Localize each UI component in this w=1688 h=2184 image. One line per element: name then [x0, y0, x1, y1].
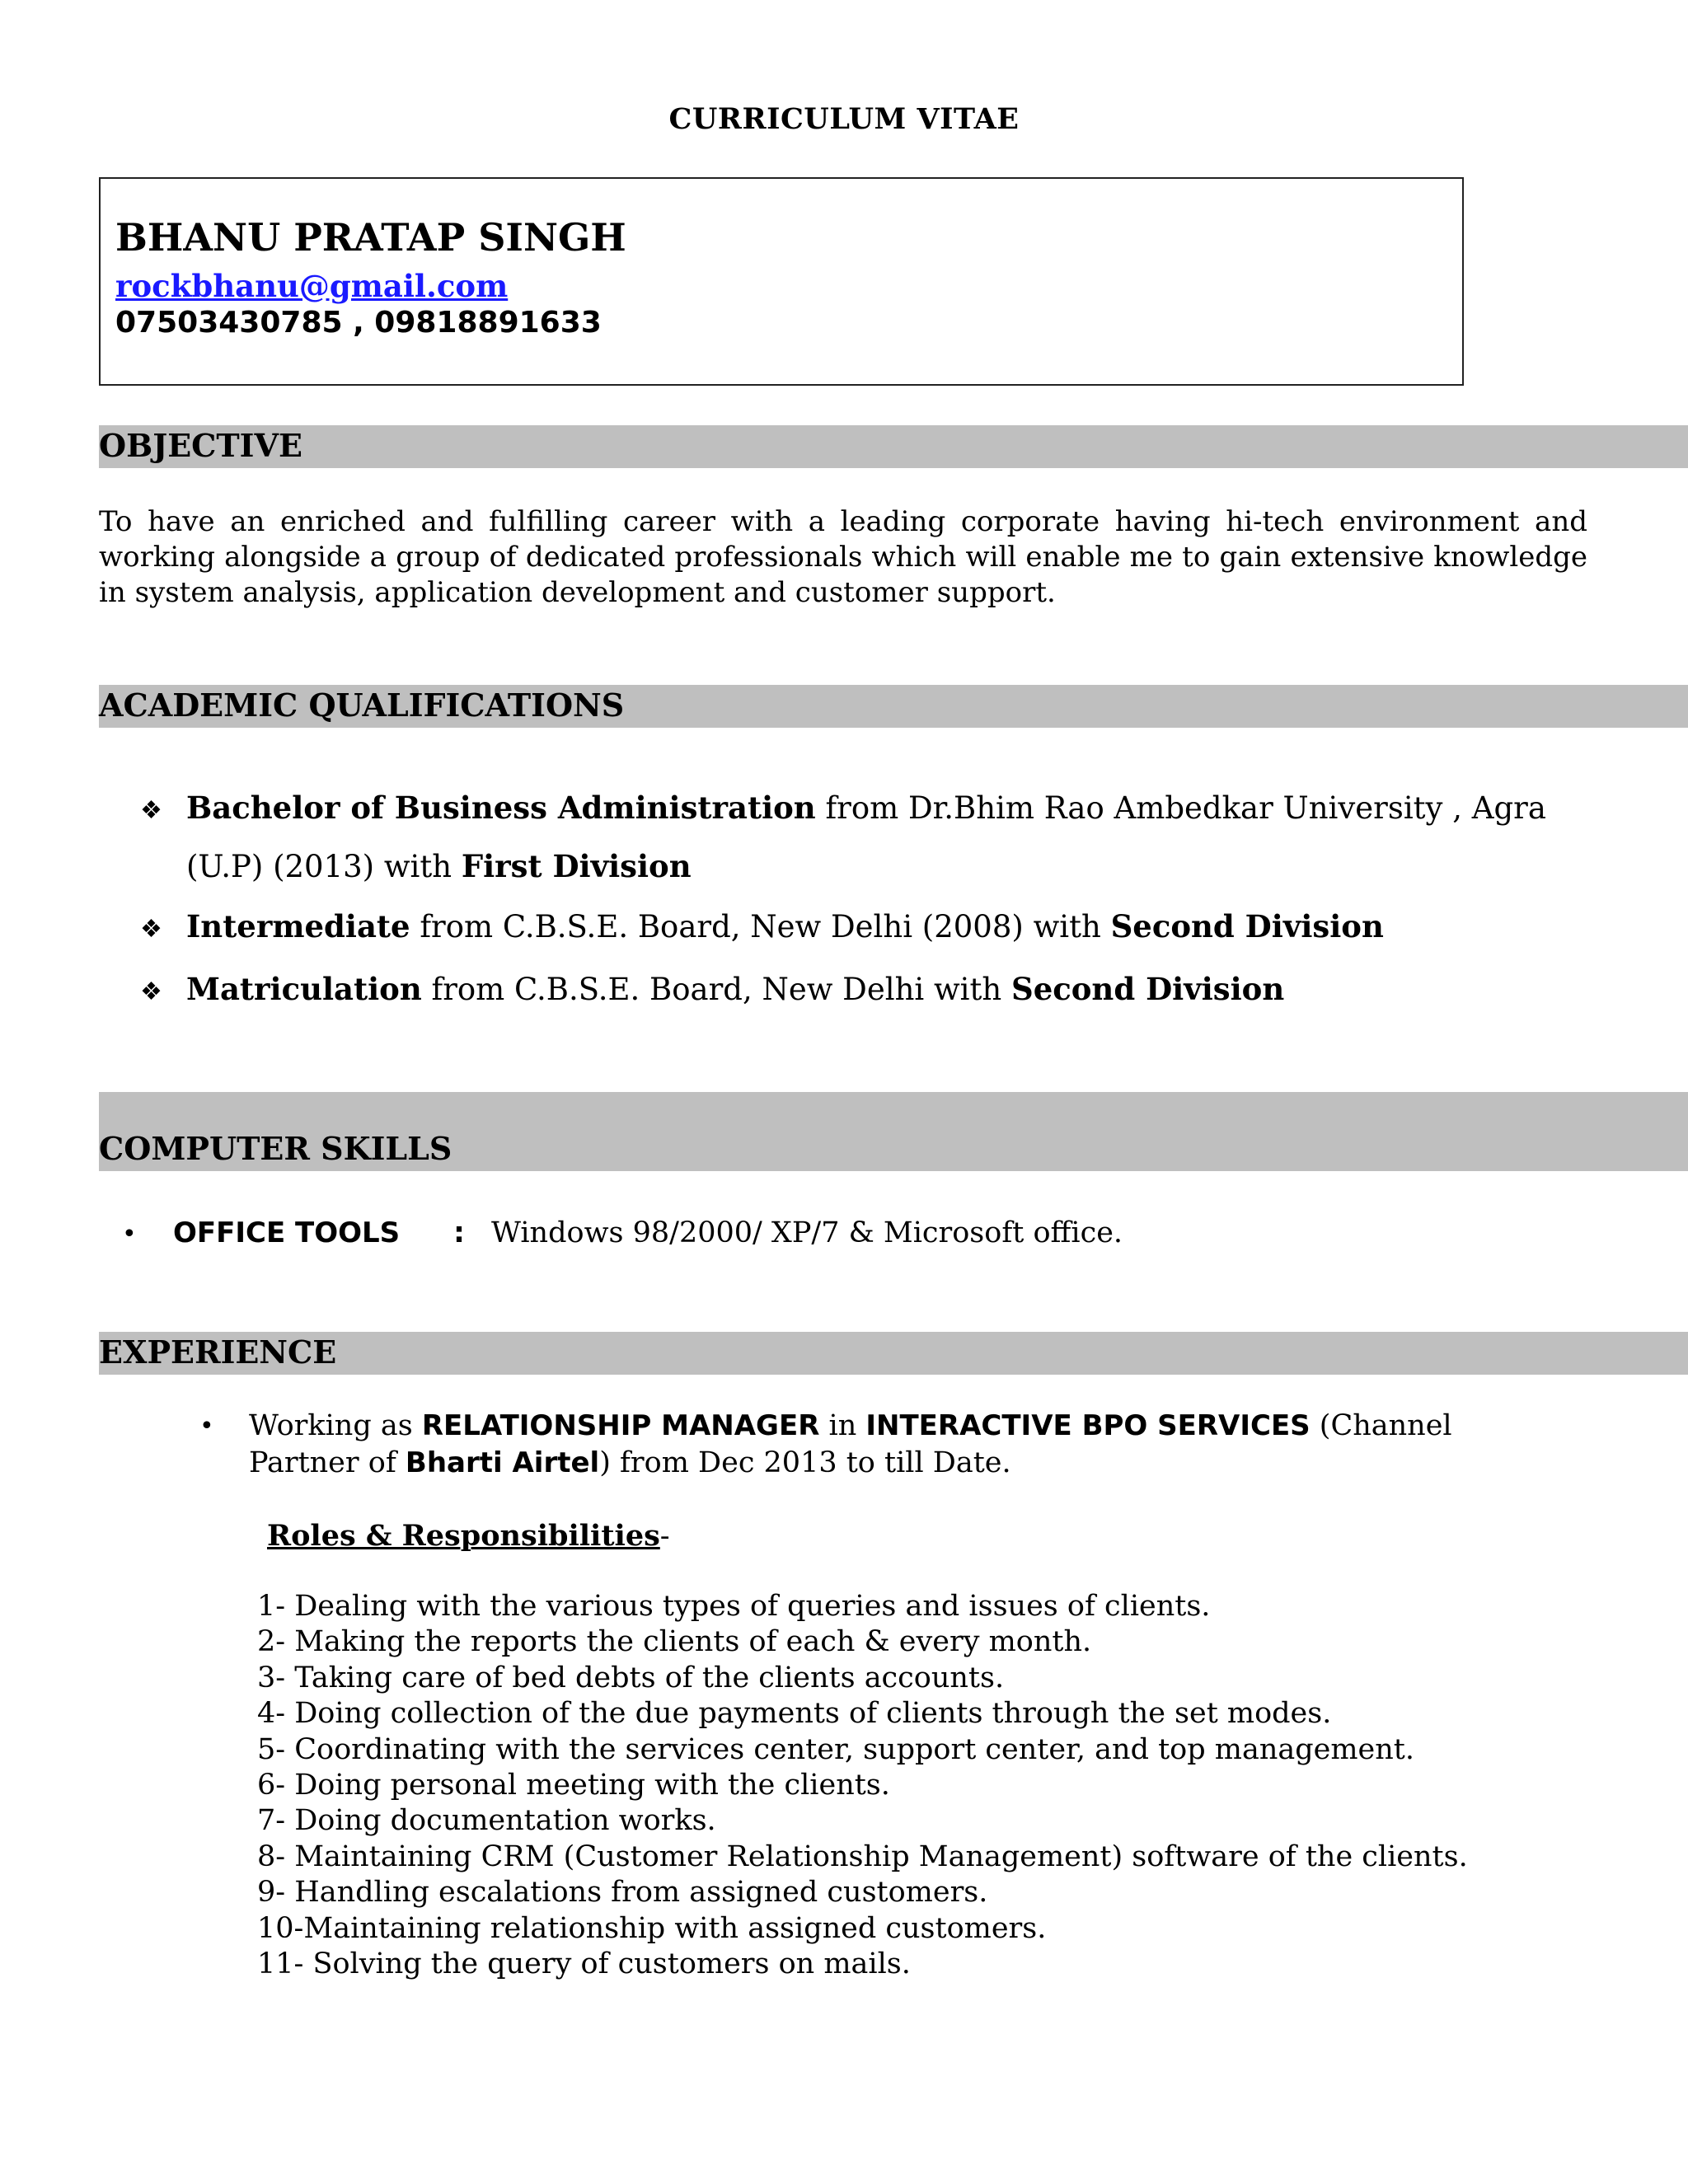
qualification-division: Second Division	[1010, 971, 1285, 1007]
phone-numbers: 07503430785 , 09818891633	[115, 306, 602, 340]
roles-heading	[267, 1519, 670, 1553]
list-item: 4- Doing collection of the due payments of clients through the set modes.	[257, 1697, 1332, 1731]
qualification-detail: from Dr.Bhim Rao Ambedkar University , Agra	[815, 790, 1546, 826]
email-link[interactable]: rockbhanu@gmail.com	[115, 268, 509, 304]
experience-text: Partner of	[249, 1446, 406, 1479]
diamond-bullet-icon: ❖	[140, 796, 162, 825]
roles-heading-text: Roles & Responsibilities	[267, 1519, 660, 1553]
skill-item	[122, 1216, 1123, 1249]
objective-section-bar	[99, 425, 1688, 468]
skills-heading: COMPUTER SKILLS	[99, 1130, 452, 1167]
skill-separator: :	[453, 1216, 465, 1249]
candidate-name: BHANU PRATAP SINGH	[115, 215, 626, 260]
skill-value: Windows 98/2000/ XP/7 & Microsoft office.	[491, 1216, 1123, 1249]
qualification-item	[140, 790, 1546, 826]
list-item: 3- Taking care of bed debts of the clients accounts.	[257, 1661, 1005, 1694]
list-item: 6- Doing personal meeting with the clients.	[257, 1769, 890, 1802]
qualification-detail: from C.B.S.E. Board, New Delhi with	[421, 972, 1011, 1007]
qualification-continuation	[186, 848, 692, 884]
list-item: 1- Dealing with the various types of queries and issues of clients.	[257, 1590, 1211, 1623]
list-item: 9- Handling escalations from assigned customers.	[257, 1876, 988, 1910]
experience-text: ) from Dec 2013 to till Date.	[599, 1446, 1011, 1479]
bullet-icon: •	[199, 1412, 214, 1441]
list-item: 8- Maintaining CRM (Customer Relationship Management) software of the clients.	[257, 1840, 1468, 1873]
list-item: 7- Doing documentation works.	[257, 1804, 716, 1838]
experience-company: INTERACTIVE BPO SERVICES	[865, 1409, 1311, 1442]
experience-text: (Channel	[1310, 1409, 1452, 1442]
contact-box	[99, 177, 1464, 386]
qualification-division: Second Division	[1110, 908, 1384, 944]
experience-partner: Bharti Airtel	[405, 1446, 600, 1479]
experience-text: in	[819, 1409, 866, 1442]
experience-line-1	[249, 1409, 1452, 1442]
roles-list	[257, 1589, 1468, 1982]
list-item: 10-Maintaining relationship with assigned customers.	[257, 1911, 1047, 1945]
objective-heading: OBJECTIVE	[99, 427, 302, 464]
roles-heading-suffix: -	[659, 1520, 670, 1553]
academic-heading: ACADEMIC QUALIFICATIONS	[99, 687, 625, 724]
experience-line-2	[249, 1446, 1011, 1479]
list-item: 5- Coordinating with the services center, support center, and top management.	[257, 1732, 1414, 1766]
experience-section-bar	[99, 1332, 1688, 1375]
skill-label: OFFICE TOOLS	[173, 1216, 401, 1249]
qualification-division: First Division	[461, 848, 692, 884]
qualification-degree: Intermediate	[186, 908, 410, 944]
qualification-degree: Bachelor of Business Administration	[186, 790, 816, 826]
qualification-degree: Matriculation	[186, 971, 422, 1007]
experience-position: RELATIONSHIP MANAGER	[421, 1409, 820, 1442]
document-title: CURRICULUM VITAE	[668, 102, 1020, 136]
qualification-item	[140, 971, 1284, 1007]
diamond-bullet-icon: ❖	[140, 977, 162, 1006]
qualification-detail: from C.B.S.E. Board, New Delhi (2008) with	[410, 909, 1111, 944]
list-item: 2- Making the reports the clients of each & every month.	[257, 1625, 1092, 1659]
list-item: 11- Solving the query of customers on mails.	[257, 1947, 911, 1981]
bullet-icon: •	[122, 1220, 137, 1249]
experience-heading: EXPERIENCE	[99, 1333, 337, 1371]
experience-text: Working as	[249, 1409, 422, 1442]
diamond-bullet-icon: ❖	[140, 915, 162, 944]
qualification-item	[140, 908, 1384, 944]
objective-text: To have an enriched and fulfilling career with a leading corporate having hi-tech environment and working alongside a group of dedicated professionals which will enable me to gain extensive knowledge in system analysis, application development and customer support.	[99, 505, 1587, 609]
qualification-detail-continued: (U.P) (2013) with	[186, 849, 462, 884]
